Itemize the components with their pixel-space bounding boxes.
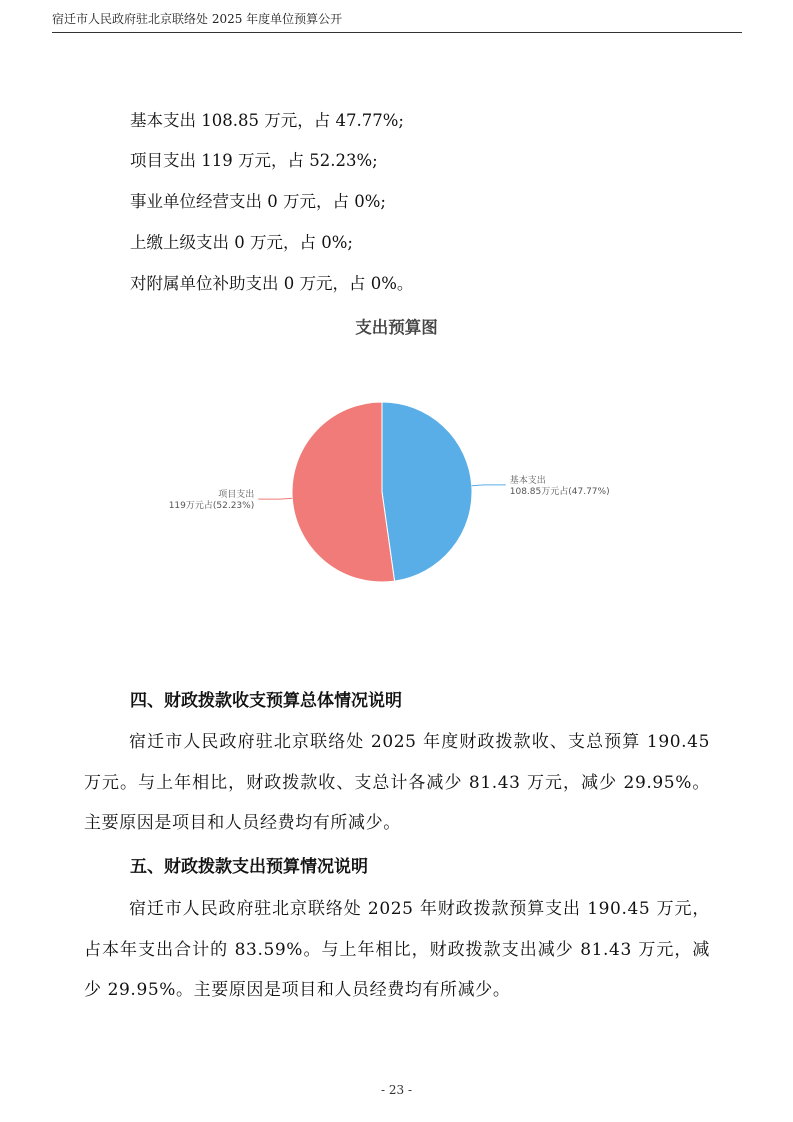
section-body-4: 宿迁市人民政府驻北京联络处 2025 年度财政拨款收、支总预算 190.45 万元。与上年相比，财政拨款收、支总计各减少 81.43 万元，减少 29.95%。主要原因是项目和人员经费均有所减少。 bbox=[84, 732, 710, 833]
pie-slice-1 bbox=[292, 402, 395, 582]
expense-item-subsidy: 对附属单位补助支出 0 万元，占 0%。 bbox=[130, 274, 414, 293]
section-heading-5: 五、财政拨款支出预算情况说明 bbox=[130, 857, 368, 877]
section-body-5: 宿迁市人民政府驻北京联络处 2025 年财政拨款预算支出 190.45 万元，占本年支出合计的 83.59%。与上年相比，财政拨款支出减少 81.43 万元，减少 29.95%。主要原因是项目和人员经费均有所减少。 bbox=[84, 899, 710, 1000]
page-number: - 23 - bbox=[380, 1083, 412, 1097]
pie-detail-0: 108.85万元占(47.77%) bbox=[509, 486, 610, 497]
pie-detail-1: 119万元占(52.23%) bbox=[168, 501, 255, 512]
pie-leader-1 bbox=[258, 498, 292, 499]
pie-leader-0 bbox=[472, 485, 506, 486]
expense-item-business: 事业单位经营支出 0 万元，占 0%; bbox=[130, 192, 386, 211]
page-header bbox=[52, 10, 742, 33]
pie-slice-0 bbox=[382, 402, 472, 581]
expense-item-basic: 基本支出 108.85 万元，占 47.77%; bbox=[130, 111, 404, 130]
section-heading-4: 四、财政拨款收支预算总体情况说明 bbox=[130, 691, 402, 711]
chart-title: 支出预算图 bbox=[355, 318, 438, 337]
pie-label-0: 基本支出 bbox=[509, 475, 546, 486]
pie-label-1: 项目支出 bbox=[218, 490, 255, 501]
header-title: 宿迁市人民政府驻北京联络处 2025 年度单位预算公开 bbox=[52, 12, 343, 26]
expense-item-project: 项目支出 119 万元，占 52.23%; bbox=[130, 151, 378, 170]
expense-item-upper: 上缴上级支出 0 万元，占 0%; bbox=[130, 233, 353, 252]
